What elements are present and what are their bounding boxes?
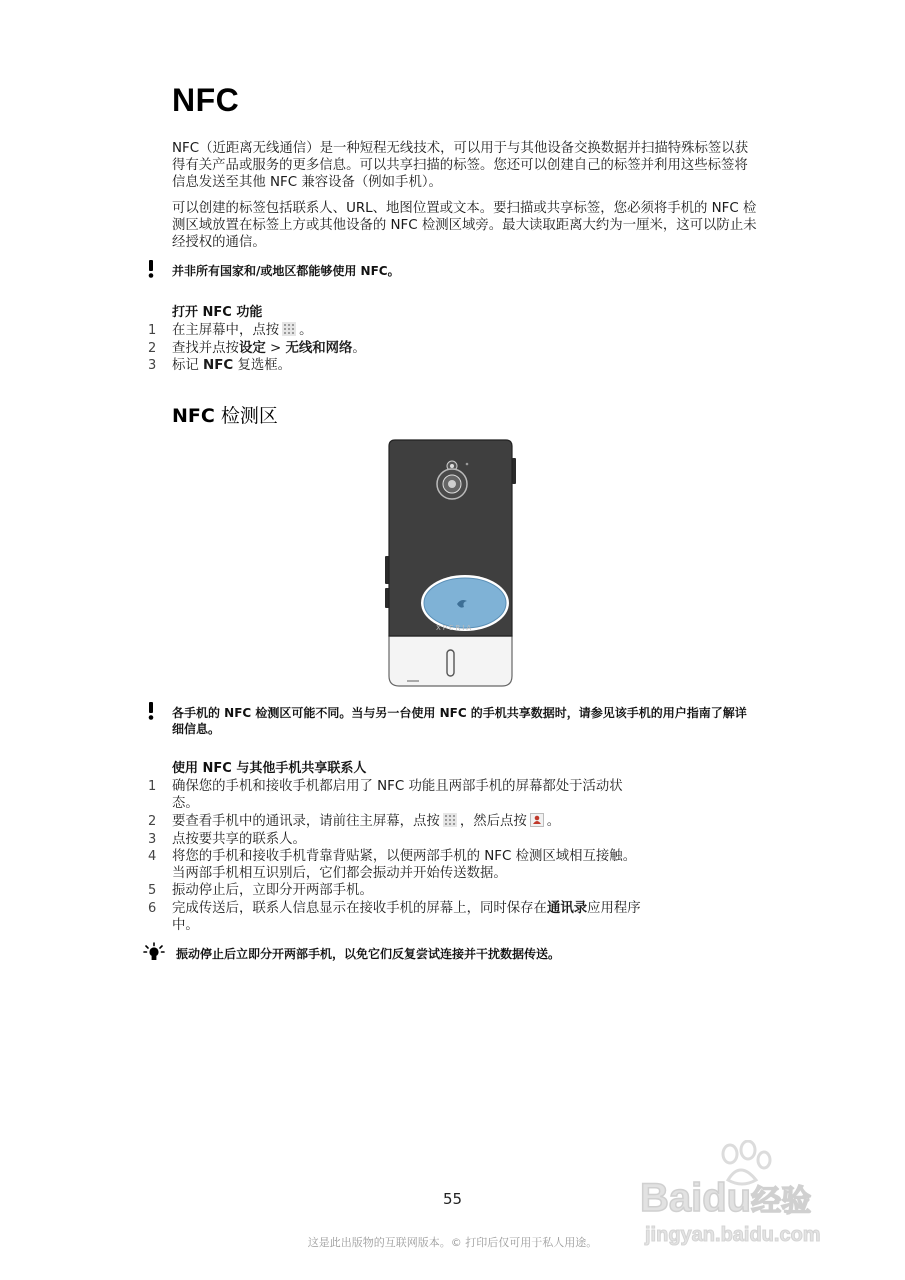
baidu-jingyan-watermark	[640, 1140, 860, 1270]
step-number: 3	[148, 358, 157, 373]
step-number: 1	[148, 779, 157, 794]
step-number: 2	[148, 341, 157, 356]
footer-notice: 这是此出版物的互联网版本。© 打印后仅可用于私人用途。	[307, 1236, 598, 1249]
contacts-icon	[530, 813, 544, 827]
share-step-1: 确保您的手机和接收手机都启用了 NFC 功能且两部手机的屏幕都处于活动状 态。	[172, 779, 623, 811]
apps-grid-icon	[443, 813, 457, 827]
watermark-url: jingyan.baidu.com	[645, 1224, 821, 1246]
step-number: 3	[148, 832, 157, 847]
share-step-6: 完成传送后，联系人信息显示在接收手机的屏幕上，同时保存在通讯录应用程序 中。	[172, 901, 641, 933]
share-step-5: 振动停止后，立即分开两部手机。	[172, 883, 373, 898]
phone-brand-label: XPERIA	[436, 624, 474, 632]
phone-back-illustration	[385, 438, 520, 690]
share-step-3: 点按要共享的联系人。	[172, 832, 306, 847]
lightbulb-tip-icon	[143, 942, 165, 962]
step-number: 5	[148, 883, 157, 898]
share-contacts-heading: 使用 NFC 与其他手机共享联系人	[172, 761, 367, 776]
apps-grid-icon	[282, 322, 296, 336]
exclamation-icon	[146, 260, 156, 278]
intro-paragraph-1: NFC（近距离无线通信）是一种短程无线技术，可以用于与其他设备交换数据并扫描特殊标签以获得有关产品或服务的更多信息。可以共享扫描的标签。您还可以创建自己的标签并利用这些标签将信息发送至其他 NFC 兼容设备（例如手机）。	[172, 141, 749, 190]
page-number: 55	[442, 1190, 463, 1208]
exclamation-icon	[146, 702, 156, 720]
tip-text: 振动停止后立即分开两部手机，以免它们反复尝试连接并干扰数据传送。	[176, 947, 561, 961]
step-number: 1	[148, 323, 157, 338]
intro-paragraph-2: 可以创建的标签包括联系人、URL、地图位置或文本。要扫描或共享标签，您必须将手机的 NFC 检测区域放置在标签上方或其他设备的 NFC 检测区域旁。最大读取距离大约为一厘米，这可以防止未经授权的通信。	[172, 201, 757, 250]
step-number: 2	[148, 814, 157, 829]
note-availability: 并非所有国家和/或地区都能够使用 NFC。	[172, 264, 400, 278]
enable-step-1: 在主屏幕中，点按 。	[172, 323, 313, 338]
note-detection-area: 各手机的 NFC 检测区可能不同。当与另一台使用 NFC 的手机共享数据时，请参见该手机的用户指南了解详细信息。	[172, 706, 747, 736]
step-number: 4	[148, 849, 157, 864]
share-step-4: 将您的手机和接收手机背靠背贴紧，以便两部手机的 NFC 检测区域相互接触。 当两部手机相互识别后，它们都会振动并开始传送数据。	[172, 849, 637, 881]
page-title: NFC	[172, 82, 240, 118]
enable-step-2: 查找并点按设定 > 无线和网络。	[172, 341, 366, 356]
enable-nfc-heading: 打开 NFC 功能	[172, 305, 263, 320]
enable-step-3: 标记 NFC 复选框。	[172, 358, 292, 373]
nfc-detection-area-heading: NFC 检测区	[172, 405, 278, 427]
share-step-2: 要查看手机中的通讯录，请前往主屏幕，点按 ，然后点按 。	[172, 814, 561, 829]
step-number: 6	[148, 901, 157, 916]
watermark-brand: Baidu经验	[640, 1176, 812, 1220]
